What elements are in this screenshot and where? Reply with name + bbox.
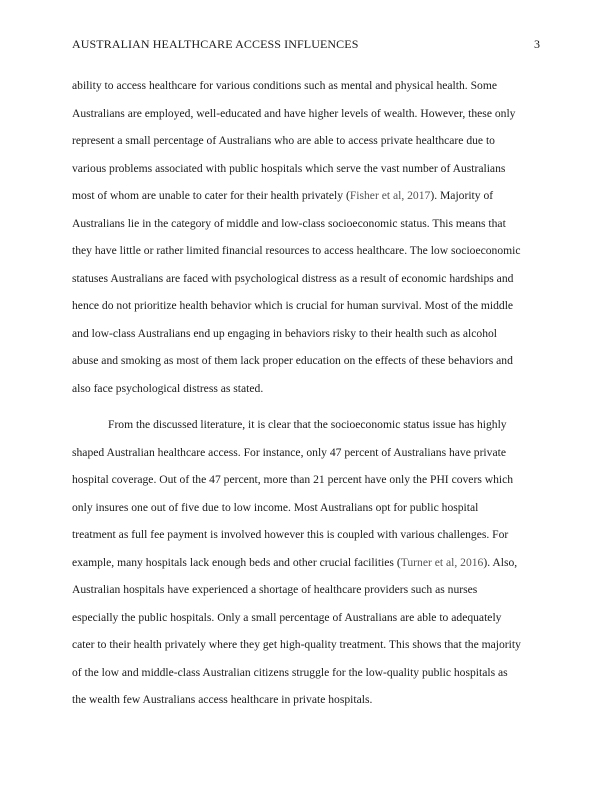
text-line: various problems associated with public hospitals which serve the vast number of Australians	[72, 161, 506, 175]
text-line: hence do not prioritize health behavior which is crucial for human survival. Most of the middle	[72, 299, 514, 312]
paragraph-1	[72, 72, 542, 402]
text-line: statuses Australians are faced with psychological distress as a result of economic hardships and	[72, 271, 514, 285]
page-number: 3	[534, 37, 540, 51]
text-line: only insures one out of five due to low income. Most Australians opt for public hospital	[72, 500, 479, 514]
text-fragment: ). Majority of	[430, 189, 494, 202]
text-line: Australians are employed, well-educated and have higher levels of wealth. However, these only	[72, 106, 516, 120]
text-line	[72, 549, 542, 577]
text-line: treatment as full fee payment is involved however this is coupled with various challenges. For	[72, 528, 509, 541]
text-line: ability to access healthcare for various conditions such as mental and physical health. Some	[72, 79, 497, 92]
text-line: Australians lie in the category of middle and low-class socioeconomic status. This means that	[72, 216, 506, 230]
text-line: shaped Australian healthcare access. For instance, only 47 percent of Australians have private	[72, 445, 506, 459]
document-body	[72, 72, 542, 714]
text-line: abuse and smoking as most of them lack proper education on the effects of these behaviors and	[72, 354, 513, 367]
text-line: of the low and middle-class Australian citizens struggle for the low-quality public hospitals as	[72, 665, 508, 679]
text-line: especially the public hospitals. Only a small percentage of Australians are able to adequately	[72, 610, 502, 624]
text-line: From the discussed literature, it is clear that the socioeconomic status issue has highly	[108, 418, 507, 431]
text-line: hospital coverage. Out of the 47 percent, more than 21 percent have only the PHI covers which	[72, 473, 514, 486]
text-line: cater to their health privately where they get high-quality treatment. This shows that the majority	[72, 638, 521, 651]
citation-fisher-2017: Fisher et al, 2017	[349, 189, 431, 202]
text-line	[72, 182, 542, 210]
text-line: and low-class Australians end up engaging in behaviors risky to their health such as alcohol	[72, 326, 498, 340]
header-title: AUSTRALIAN HEALTHCARE ACCESS INFLUENCES	[72, 37, 359, 51]
running-header	[72, 36, 540, 52]
text-line: also face psychological distress as stated.	[72, 381, 264, 395]
text-fragment: example, many hospitals lack enough beds and other crucial facilities (	[72, 555, 401, 569]
text-line: the wealth few Australians access healthcare in private hospitals.	[72, 693, 373, 706]
text-line: Australian hospitals have experienced a shortage of healthcare providers such as nurses	[72, 583, 478, 596]
paragraph-2	[72, 411, 542, 714]
text-line: they have little or rather limited financial resources to access healthcare. The low socioeconomic	[72, 244, 521, 257]
text-fragment: most of whom are unable to cater for their health privately (	[72, 189, 350, 202]
text-fragment: ). Also,	[483, 555, 518, 569]
citation-turner-2016: Turner et al, 2016	[400, 555, 484, 569]
text-line: represent a small percentage of Australians who are able to access private healthcare due to	[72, 134, 495, 147]
